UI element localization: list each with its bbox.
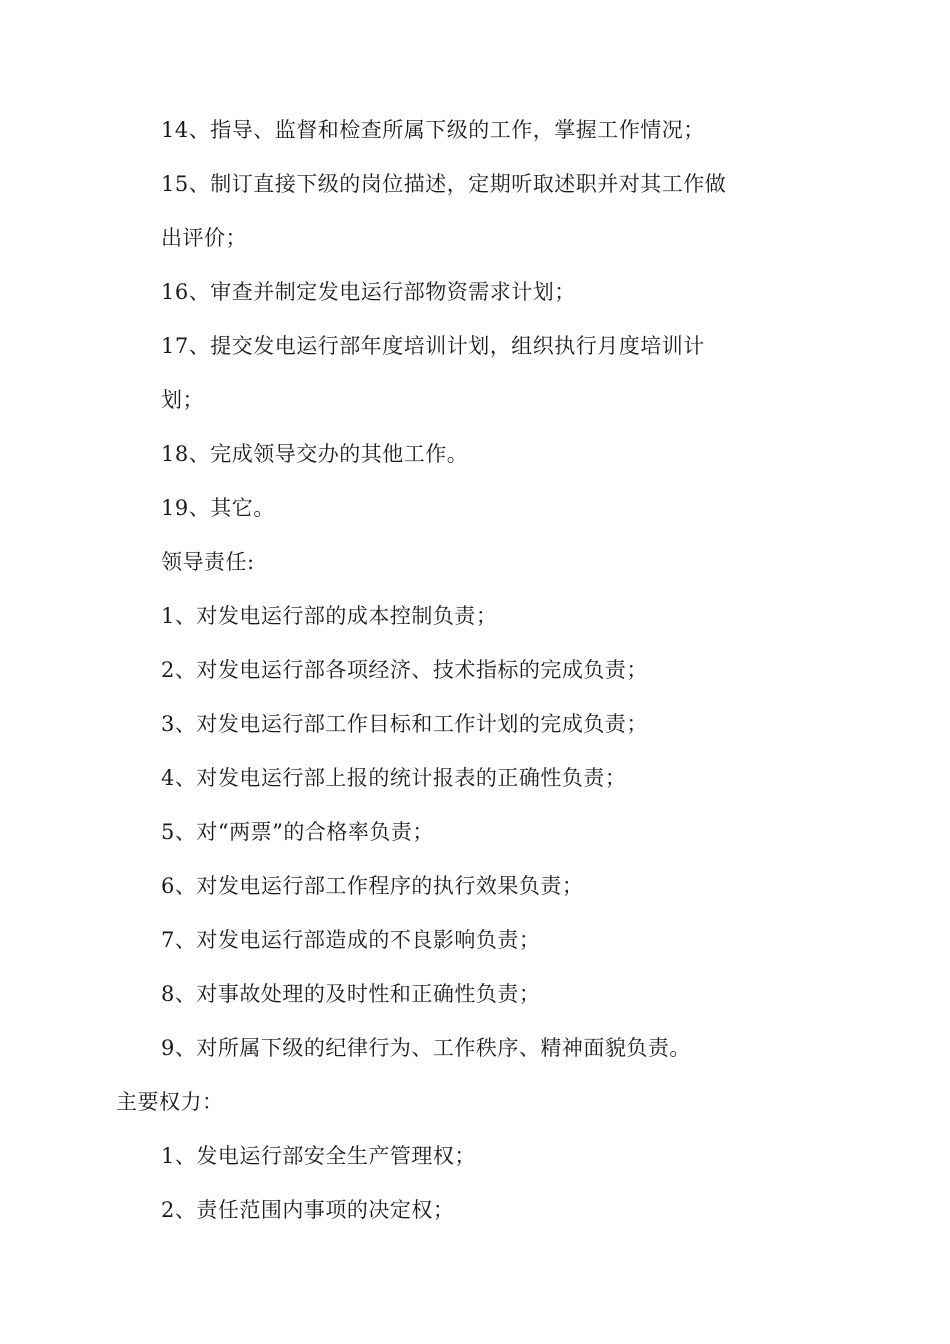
leadership-item-4: 4、对发电运行部上报的统计报表的正确性负责； (161, 766, 627, 790)
leadership-item-9: 9、对所属下级的纪律行为、工作秩序、精神面貌负责。 (161, 1036, 691, 1060)
leadership-heading: 领导责任: (161, 550, 255, 574)
duty-item-15-continued: 出评价； (161, 226, 247, 250)
duty-item-18: 18、完成领导交办的其他工作。 (161, 442, 469, 466)
powers-heading: 主要权力： (116, 1090, 224, 1114)
duty-item-15: 15、制订直接下级的岗位描述，定期听取述职并对其工作做 (161, 172, 727, 196)
leadership-item-6: 6、对发电运行部工作程序的执行效果负责； (161, 874, 584, 898)
leadership-item-5: 5、对“两票”的合格率负责； (161, 820, 434, 844)
duty-item-17-continued: 划； (161, 388, 204, 412)
leadership-item-1: 1、对发电运行部的成本控制负责； (161, 604, 498, 628)
powers-item-1: 1、发电运行部安全生产管理权； (161, 1144, 476, 1168)
leadership-item-2: 2、对发电运行部各项经济、技术指标的完成负责； (161, 658, 648, 682)
leadership-item-3: 3、对发电运行部工作目标和工作计划的完成负责； (161, 712, 648, 736)
duty-item-17: 17、提交发电运行部年度培训计划，组织执行月度培训计 (161, 334, 705, 358)
duty-item-14: 14、指导、监督和检查所属下级的工作，掌握工作情况； (161, 118, 705, 142)
duty-item-16: 16、审查并制定发电运行部物资需求计划； (161, 280, 576, 304)
powers-item-2: 2、责任范围内事项的决定权； (161, 1198, 455, 1222)
leadership-item-8: 8、对事故处理的及时性和正确性负责； (161, 982, 541, 1006)
leadership-item-7: 7、对发电运行部造成的不良影响负责； (161, 928, 541, 952)
duty-item-19: 19、其它。 (161, 496, 275, 520)
